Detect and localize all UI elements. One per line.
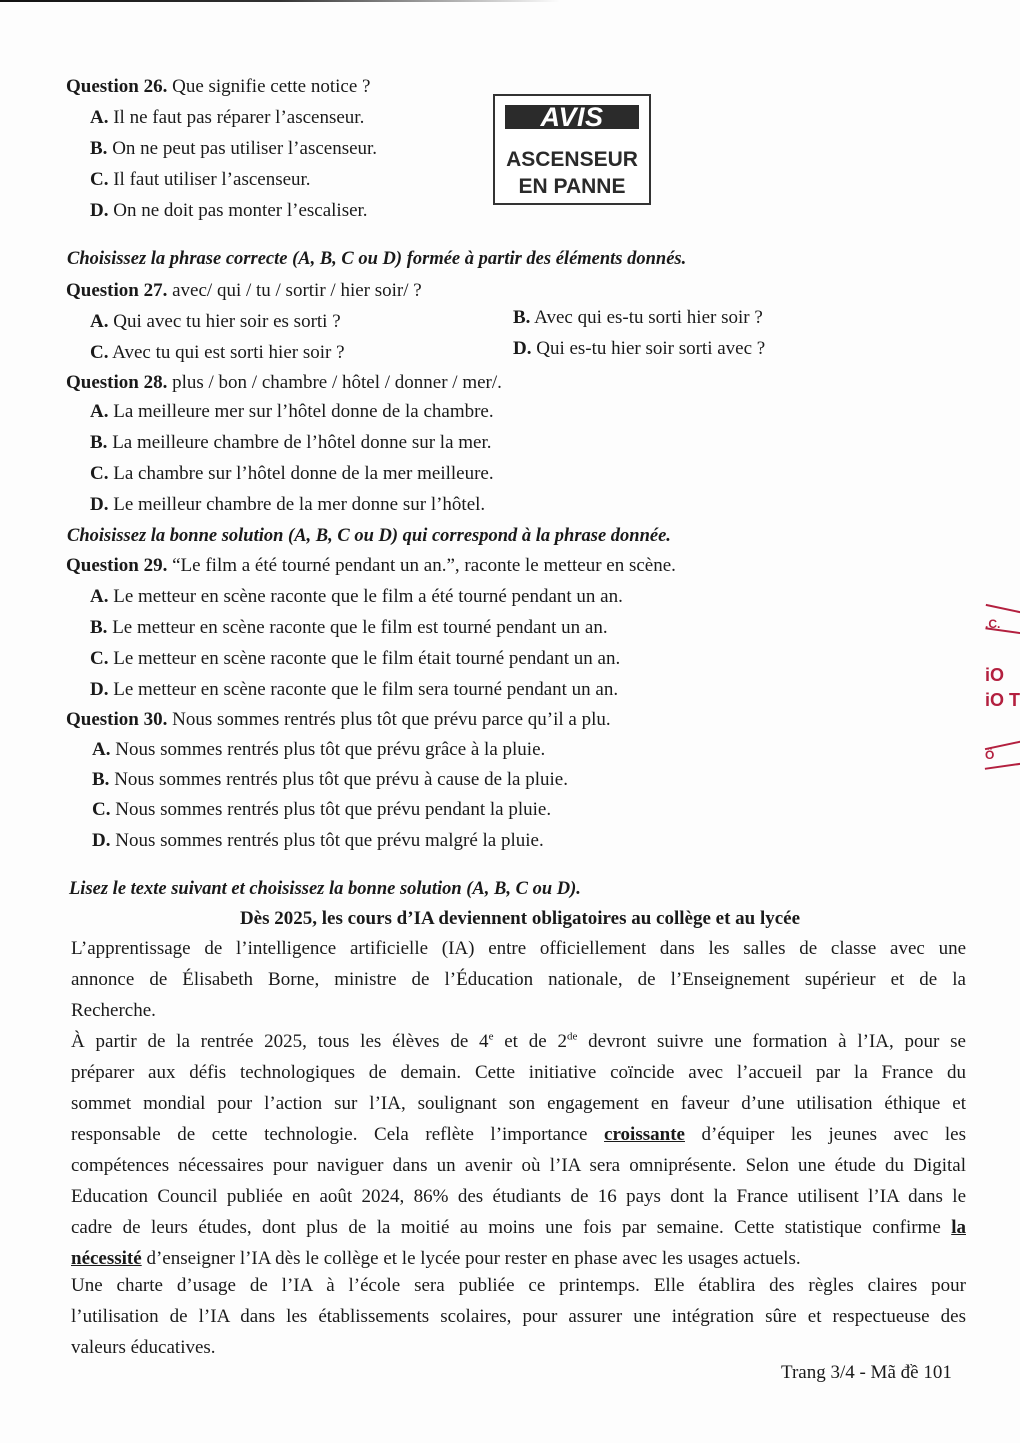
question-label: Question 27. [66, 280, 168, 301]
option-c [90, 342, 345, 364]
option-b [90, 432, 492, 454]
option-letter: C. [92, 799, 111, 820]
question-29 [66, 555, 676, 577]
option-letter: C. [90, 463, 109, 484]
option-a [90, 107, 364, 129]
option-text: Le metteur en scène raconte que le film sera tourné pendant un an. [108, 679, 619, 700]
stamp-arc-bottom [985, 740, 1020, 754]
question-text: avec/ qui / tu / sortir / hier soir/ ? [167, 280, 422, 301]
scan-edge-line [0, 0, 560, 2]
paragraph-line [71, 1119, 966, 1150]
paragraph-line: Education Council publiée en août 2024, 86% des étudiants de 16 pays dont la France utilisent l’IA dans le [71, 1186, 966, 1207]
notice-line-1: ASCENSEUR [506, 148, 638, 171]
reading-paragraph-1 [71, 933, 966, 1026]
option-text: Avec qui es-tu sorti hier soir ? [530, 307, 763, 328]
option-b [90, 138, 377, 160]
option-text: On ne doit pas monter l’escaliser. [108, 200, 368, 221]
underlined-word-necessite: nécessité [71, 1248, 142, 1269]
text-run: devront suivre une formation à l’IA, pour se [577, 1031, 966, 1052]
question-label: Question 29. [66, 555, 168, 576]
option-letter: D. [92, 830, 111, 851]
notice-header: AVIS [505, 105, 639, 129]
stamp-arc-top [985, 604, 1020, 618]
option-letter: A. [90, 586, 109, 607]
text-run: d’équiper les jeunes avec les [684, 1124, 966, 1145]
option-letter: B. [90, 432, 108, 453]
question-text: “Le film a été tourné pendant un an.”, raconte le metteur en scène. [167, 555, 676, 576]
text-run: responsable de cette technologie. Cela reflète l’importance [71, 1124, 605, 1145]
paragraph-line: Une charte d’usage de l’IA à l’école sera publiée ce printemps. Elle établira des règles claires pour [71, 1275, 966, 1296]
option-letter: C. [90, 342, 109, 363]
stamp-text-mid-1: iO [985, 665, 1005, 685]
option-text: La meilleure chambre de l’hôtel donne sur la mer. [107, 432, 492, 453]
option-text: On ne peut pas utiliser l’ascenseur. [107, 138, 378, 159]
paragraph-line: annonce de Élisabeth Borne, ministre de l’Éducation nationale, de l’Enseignement supérieur et de la [71, 969, 966, 990]
paragraph-line: Recherche. [71, 1000, 156, 1021]
paragraph-line [71, 1026, 966, 1057]
notice-line-2: EN PANNE [518, 175, 626, 198]
option-d [92, 830, 544, 852]
option-c [92, 799, 551, 821]
question-label: Question 26. [66, 76, 168, 97]
option-a [90, 311, 341, 333]
stamp-arc-bottom-2 [985, 762, 1020, 774]
underlined-word-croissante: croissante [604, 1124, 685, 1145]
option-text: Le metteur en scène raconte que le film a été tourné pendant un an. [108, 586, 623, 607]
text-run: et de 2 [493, 1031, 567, 1052]
option-letter: B. [90, 617, 108, 638]
option-letter: C. [90, 169, 109, 190]
option-letter: A. [92, 739, 111, 760]
paragraph-line: préparer aux défis technologiques de demain. Cette initiative coïncide avec l’accueil par la France du [71, 1062, 966, 1083]
option-letter: D. [513, 338, 532, 359]
option-d [90, 200, 368, 222]
option-text: Nous sommes rentrés plus tôt que prévu grâce à la pluie. [110, 739, 546, 760]
option-b [513, 307, 763, 329]
option-text: Le meilleur chambre de la mer donne sur l’hôtel. [108, 494, 486, 515]
option-text: Qui es-tu hier soir sorti avec ? [531, 338, 766, 359]
option-c [90, 463, 494, 485]
question-text: Nous sommes rentrés plus tôt que prévu parce qu’il a plu. [167, 709, 611, 730]
stamp-text-top: .C. [985, 617, 1001, 631]
option-letter: B. [513, 307, 531, 328]
option-letter: B. [90, 138, 108, 159]
option-letter: D. [90, 679, 109, 700]
option-text: La meilleure mer sur l’hôtel donne de la chambre. [108, 401, 494, 422]
option-text: Nous sommes rentrés plus tôt que prévu à cause de la pluie. [109, 769, 568, 790]
option-text: Il ne faut pas réparer l’ascenseur. [108, 107, 365, 128]
option-letter: A. [90, 311, 109, 332]
option-a [92, 739, 545, 761]
reading-paragraph-2 [71, 1026, 966, 1274]
option-text: Avec tu qui est sorti hier soir ? [108, 342, 345, 363]
paragraph-line: valeurs éducatives. [71, 1337, 216, 1358]
option-a [90, 401, 494, 423]
paragraph-line: compétences nécessaires pour naviguer dans un avenir où l’IA sera omniprésente. Selon une étude du Digital [71, 1155, 966, 1176]
option-text: Le metteur en scène raconte que le film était tourné pendant un an. [108, 648, 621, 669]
instruction-reading: Lisez le texte suivant et choisissez la bonne solution (A, B, C ou D). [69, 879, 581, 899]
reading-title: Dès 2025, les cours d’IA deviennent obligatoires au collège et au lycée [239, 908, 801, 929]
option-letter: C. [90, 648, 109, 669]
question-28 [66, 372, 502, 394]
option-text: Qui avec tu hier soir es sorti ? [108, 311, 341, 332]
stamp-text-bottom: Ö [985, 748, 995, 762]
question-30 [66, 709, 611, 731]
paragraph-line [71, 1212, 966, 1243]
text-run: d’enseigner l’IA dès le collège et le lycée pour rester en phase avec les usages actuels. [141, 1248, 801, 1269]
option-text: Nous sommes rentrés plus tôt que prévu malgré la pluie. [110, 830, 544, 851]
option-letter: B. [92, 769, 110, 790]
option-d [513, 338, 765, 360]
option-b [90, 617, 608, 639]
paragraph-line: sommet mondial pour l’action sur l’IA, soulignant son engagement en faveur d’une utilisation éthique et [71, 1093, 966, 1114]
option-letter: D. [90, 494, 109, 515]
paragraph-line: L’apprentissage de l’intelligence artificielle (IA) entre officiellement dans les salles de classe avec une [71, 938, 966, 959]
option-d [90, 494, 485, 516]
instruction-sentence-building: Choisissez la phrase correcte (A, B, C ou D) formée à partir des éléments donnés. [67, 249, 687, 269]
question-26 [66, 76, 370, 98]
stamp-arc-top-2 [985, 627, 1020, 639]
question-label: Question 28. [66, 372, 168, 393]
question-label: Question 30. [66, 709, 168, 730]
question-text: Que signifie cette notice ? [167, 76, 371, 97]
option-text: Il faut utiliser l’ascenseur. [108, 169, 311, 190]
option-c [90, 648, 620, 670]
option-letter: D. [90, 200, 109, 221]
option-d [90, 679, 618, 701]
superscript: e [488, 1030, 494, 1043]
question-27 [66, 280, 422, 302]
instruction-rephrasing: Choisissez la bonne solution (A, B, C ou D) qui correspond à la phrase donnée. [67, 526, 671, 546]
page-footer: Trang 3/4 - Mã đề 101 [781, 1362, 952, 1383]
underlined-word-la: la [951, 1217, 966, 1238]
stamp-text-mid-2: iO T [985, 690, 1020, 710]
option-text: Le metteur en scène raconte que le film est tourné pendant un an. [107, 617, 608, 638]
reading-paragraph-3 [71, 1270, 966, 1363]
option-a [90, 586, 623, 608]
notice-sign [493, 94, 651, 205]
text-run: cadre de leurs études, dont plus de la moitié au moins une fois par semaine. Cette statistique confirme [71, 1217, 952, 1238]
notice-body [495, 146, 649, 200]
option-c [90, 169, 311, 191]
option-b [92, 769, 568, 791]
question-text: plus / bon / chambre / hôtel / donner / mer/. [167, 372, 502, 393]
paragraph-line: l’utilisation de l’IA dans les établissements scolaires, pour assurer une intégration sûre et respectueuse des [71, 1306, 966, 1327]
superscript: de [566, 1030, 578, 1043]
option-letter: A. [90, 401, 109, 422]
option-text: La chambre sur l’hôtel donne de la mer meilleure. [108, 463, 494, 484]
option-letter: A. [90, 107, 109, 128]
text-run: À partir de la rentrée 2025, tous les élèves de 4 [71, 1031, 489, 1052]
option-text: Nous sommes rentrés plus tôt que prévu pendant la pluie. [110, 799, 552, 820]
